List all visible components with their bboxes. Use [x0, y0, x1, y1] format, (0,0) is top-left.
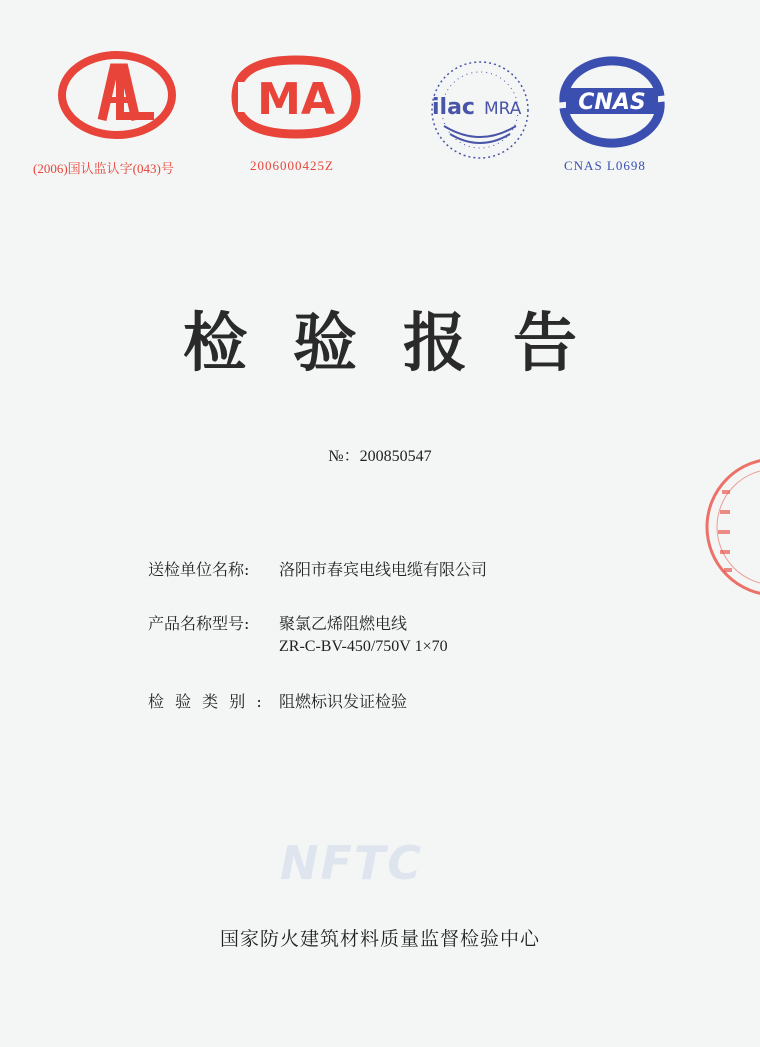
- category-value: 阻燃标识发证检验: [279, 692, 408, 711]
- product-label: 产品名称型号:: [148, 614, 250, 633]
- nftc-watermark: NFTC: [280, 836, 424, 890]
- cnas-logo: [552, 56, 672, 148]
- svg-text:ilac: ilac: [432, 95, 475, 120]
- client-label: 送检单位名称:: [148, 560, 250, 579]
- cal-certificate-number: (2006)国认监认字(043)号: [33, 161, 174, 176]
- client-value: 洛阳市春宾电线电缆有限公司: [279, 560, 488, 579]
- category-label: 检 验 类 别 :: [148, 692, 265, 711]
- report-title: 检验报告: [183, 307, 623, 381]
- report-number: №：200850547: [328, 448, 432, 465]
- cma-logo: [226, 54, 366, 140]
- cma-certificate-number: 2006000425Z: [250, 158, 334, 173]
- cal-logo: [58, 50, 176, 140]
- official-seal-stamp: [700, 452, 760, 602]
- issuing-organization: 国家防火建筑材料质量监督检验中心: [219, 928, 540, 950]
- svg-text:MA: MA: [257, 74, 335, 125]
- svg-text:MRA: MRA: [484, 99, 522, 119]
- cnas-certificate-number: CNAS L0698: [564, 158, 646, 173]
- svg-text:CNAS: CNAS: [578, 90, 646, 115]
- product-model: ZR-C-BV-450/750V 1×70: [279, 638, 448, 655]
- product-name: 聚氯乙烯阻燃电线: [279, 614, 408, 633]
- ilac-mra-logo: [426, 56, 534, 164]
